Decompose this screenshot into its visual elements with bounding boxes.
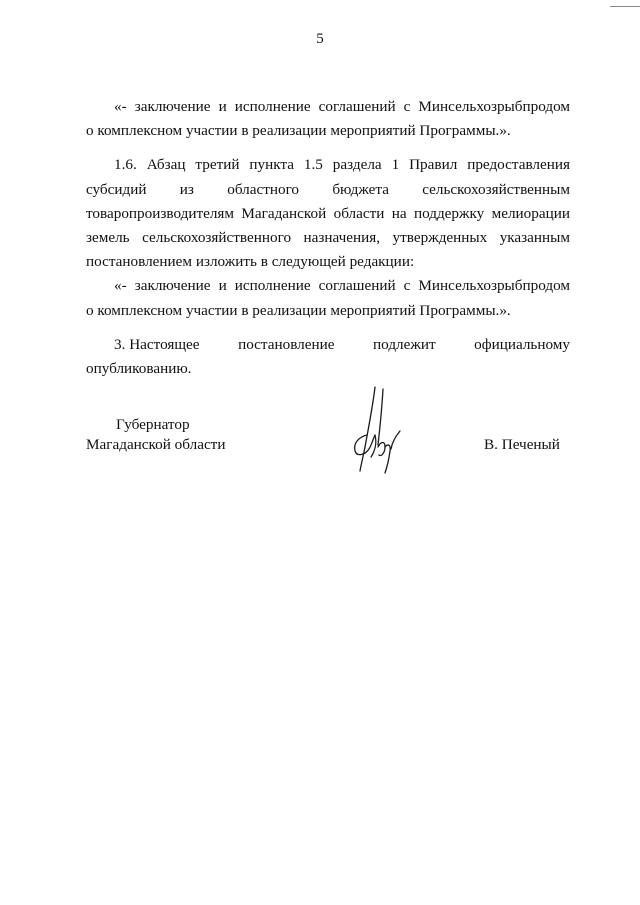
word: 3. Настоящее xyxy=(114,335,200,353)
paragraph-3 xyxy=(86,274,570,322)
paragraph-line: «- заключение и исполнение соглашений с Минсельхозрыбпродом xyxy=(114,98,570,115)
handwritten-signature-icon xyxy=(345,385,415,475)
paragraph-2 xyxy=(86,153,570,274)
word: официальному xyxy=(474,335,570,353)
paragraph-line: «- заключение и исполнение соглашений с Минсельхозрыбпродом xyxy=(114,277,570,295)
paragraph-line: о комплексном участии в реализации мероприятий Программы.». xyxy=(86,122,511,140)
word: из xyxy=(179,180,194,198)
word: областного xyxy=(227,180,300,198)
paragraph-1 xyxy=(86,95,570,143)
signatory-title: Губернатор xyxy=(116,416,190,433)
word: подлежит xyxy=(373,335,436,353)
paragraph-4 xyxy=(86,333,570,381)
paragraph-line-spread xyxy=(86,178,570,202)
word: субсидий xyxy=(86,180,147,198)
signatory-name: В. Печеный xyxy=(484,436,560,453)
paragraph-line-spread xyxy=(86,333,570,357)
paragraph-line: опубликованию. xyxy=(86,360,192,378)
word: сельскохозяйственным xyxy=(422,180,570,198)
word: бюджета xyxy=(332,180,389,198)
paragraph-line: о комплексном участии в реализации мероприятий Программы.». xyxy=(86,301,511,319)
paragraph-line: постановлением изложить в следующей редакции: xyxy=(86,253,415,271)
paragraph-line: товаропроизводителям Магаданской области на поддержку мелиорации xyxy=(86,204,570,222)
page-number: 5 xyxy=(316,31,324,47)
signatory-organization: Магаданской области xyxy=(86,436,226,453)
word: постановление xyxy=(238,335,335,353)
corner-mark xyxy=(610,6,640,7)
document-body xyxy=(86,95,570,381)
paragraph-line: земель сельскохозяйственного назначения, утвержденных указанным xyxy=(86,229,570,247)
paragraph-line: 1.6. Абзац третий пункта 1.5 раздела 1 Правил предоставления xyxy=(114,156,570,174)
